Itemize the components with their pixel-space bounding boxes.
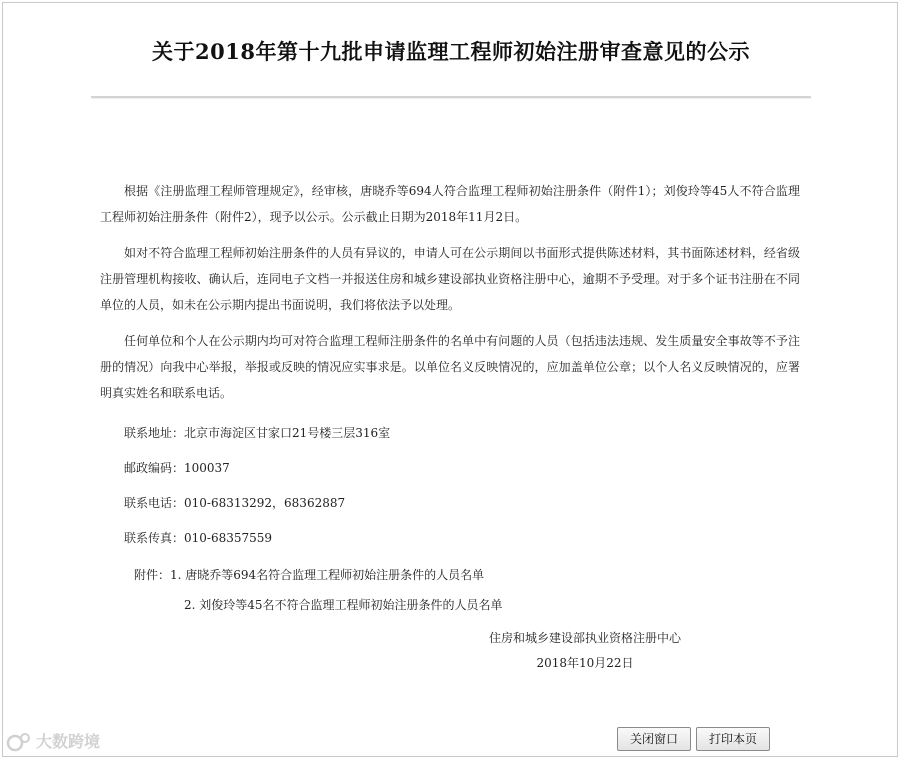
signature-org: 住房和城乡建设部执业资格注册中心 [488, 631, 681, 645]
signature-date: 2018年10月22日 [536, 656, 634, 670]
contact-postcode: 邮政编码：100037 [124, 461, 230, 475]
attachment-item-1: 附件：1. 唐晓乔等694名符合监理工程师初始注册条件的人员名单 [134, 568, 485, 582]
close-window-button[interactable]: 关闭窗口 [617, 727, 691, 751]
notice-body [100, 178, 800, 620]
paragraph-objection: 如对不符合监理工程师初始注册条件的人员有异议的，申请人可在公示期间以书面形式提供陈述材料，其书面陈述材料，经省级注册管理机构接收、确认后，连同电子文档一并报送住房和城乡建设部执业资格注册中心，逾期不予受理。对于多个证书注册在不同单位的人员，如未在公示期内提出书面说明，我们将依法予以处理。 [100, 246, 800, 312]
contact-phone: 联系电话：010-68313292，68362887 [124, 496, 346, 510]
paragraph-report: 任何单位和个人在公示期内均可对符合监理工程师注册条件的名单中有问题的人员（包括违法违规、发生质量安全事故等不予注册的情况）向我中心举报，举报或反映的情况应实事求是。以单位名义反映情况的，应加盖单位公章；以个人名义反映情况的，应署明真实姓名和联系电话。 [100, 334, 800, 400]
watermark-text: 大数跨境 [36, 732, 101, 751]
contact-fax: 联系传真：010-68357559 [124, 531, 273, 545]
print-page-button[interactable]: 打印本页 [696, 727, 770, 751]
title-divider [91, 96, 811, 99]
attachment-item-2: 2. 刘俊玲等45名不符合监理工程师初始注册条件的人员名单 [184, 598, 503, 612]
watermark-logo-icon [6, 731, 32, 753]
page-title: 关于2018年第十九批申请监理工程师初始注册审查意见的公示 [152, 39, 750, 64]
contact-address: 联系地址：北京市海淀区甘家口21号楼三层316室 [124, 426, 391, 440]
paragraph-basis: 根据《注册监理工程师管理规定》，经审核，唐晓乔等694人符合监理工程师初始注册条件（附件1）；刘俊玲等45人不符合监理工程师初始注册条件（附件2），现予以公示。公示截止日期为2018年11月2日。 [100, 184, 800, 224]
watermark [6, 730, 124, 754]
